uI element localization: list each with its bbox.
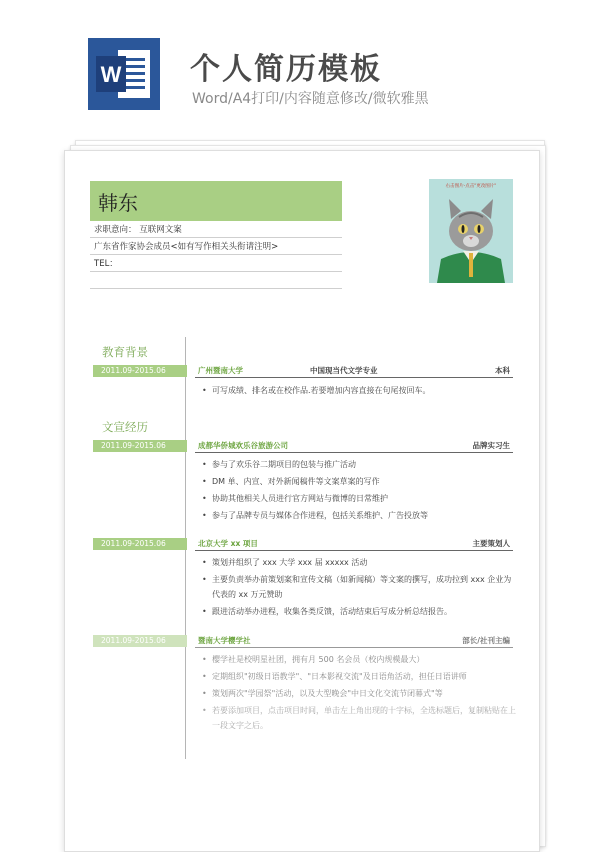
candidate-name[interactable]: 韩东 xyxy=(98,191,138,215)
bullet-item[interactable]: • 参与了欢乐谷二期项目的包装与推广活动 xyxy=(200,457,518,472)
membership-line[interactable]: 广东省作家协会成员<如有写作相关头衔请注明> xyxy=(90,239,342,255)
word-icon-letter: W xyxy=(100,62,122,87)
blank-line[interactable] xyxy=(90,273,342,289)
cat-portrait-icon xyxy=(429,179,513,283)
bullet-item[interactable]: • 策划并组织了 xxx 大学 xxx 届 xxxxx 活动 xyxy=(200,555,518,570)
section-title-education: 教育背景 xyxy=(102,345,148,359)
entry-org[interactable]: 北京大学 xx 项目 xyxy=(198,539,258,548)
entry-header xyxy=(195,440,513,453)
entry-org[interactable]: 暨南大学樱学社 xyxy=(198,636,251,645)
entry-role[interactable]: 部长/社刊主编 xyxy=(462,636,510,645)
entry-degree[interactable]: 本科 xyxy=(495,366,510,375)
name-bar xyxy=(90,181,342,221)
date-tag[interactable]: 2011.09-2015.06 xyxy=(93,538,187,550)
date-tag[interactable]: 2011.09-2015.06 xyxy=(93,635,187,647)
bullet-item[interactable]: • 协助其他相关人员进行官方网站与微博的日常维护 xyxy=(200,491,518,506)
bullet-item[interactable]: • 参与了品牌专员与媒体合作进程，包括关系维护、广告投放等 xyxy=(200,508,518,523)
entry-bullets xyxy=(200,457,518,523)
bullet-item[interactable]: • 可写成绩、排名或在校作品.若要增加内容直接在句尾按回车。 xyxy=(200,383,518,398)
entry-bullets xyxy=(200,555,518,619)
entry-header xyxy=(195,635,513,648)
profile-photo[interactable] xyxy=(429,179,513,283)
job-intent[interactable]: 求职意向： 互联网文案 xyxy=(90,222,342,238)
date-tag[interactable]: 2011.09-2015.06 xyxy=(93,440,187,452)
bullet-item[interactable]: • 定期组织"初级日语教学"、"日本影视交流"及日语角活动，担任日语讲师 xyxy=(200,669,518,684)
entry-role[interactable]: 主要策划人 xyxy=(472,539,510,548)
entry-role[interactable]: 品牌实习生 xyxy=(472,441,510,450)
tel-line[interactable]: TEL： xyxy=(90,256,342,272)
resume-page xyxy=(64,150,540,852)
bullet-item-hint[interactable]: • 若要添加项目，点击项目时间，单击左上角出现的十字标，全选标题后，复制粘贴在上一段文字之后。 xyxy=(200,703,518,733)
bullet-item[interactable]: • 跟进活动举办进程，收集各类反馈，活动结束后写成分析总结报告。 xyxy=(200,604,518,619)
entry-org[interactable]: 广州暨南大学 xyxy=(198,366,243,375)
bullet-item[interactable]: • DM 单、内宣、对外新闻稿件等文案草案的写作 xyxy=(200,474,518,489)
entry-bullets xyxy=(200,652,518,733)
bullet-item[interactable]: • 樱学社是校明星社团，拥有月 500 名会员（校内规模最大） xyxy=(200,652,518,667)
entry-bullets xyxy=(200,383,518,398)
photo-caption: 右击图片-点击"更改图片" xyxy=(445,184,497,189)
bullet-item[interactable]: • 主要负责举办前策划案和宣传文稿（如新闻稿）等文案的撰写，成功拉到 xxx 企业为代表的 xx 万元赞助 xyxy=(200,572,518,602)
page-title: 个人简历模板 xyxy=(190,52,382,87)
word-document-icon xyxy=(88,38,160,110)
page-subtitle: Word/A4打印/内容随意修改/微软雅黑 xyxy=(192,91,429,107)
entry-org[interactable]: 成都华侨城欢乐谷旅游公司 xyxy=(198,441,288,450)
entry-header xyxy=(195,365,513,378)
section-title-experience: 文宣经历 xyxy=(102,420,148,434)
entry-header xyxy=(195,538,513,551)
bullet-item[interactable]: • 策划两次"学园祭"活动，以及大型晚会"中日文化交流节闭幕式"等 xyxy=(200,686,518,701)
date-tag[interactable]: 2011.09-2015.06 xyxy=(93,365,187,377)
entry-major[interactable]: 中国现当代文学专业 xyxy=(310,366,378,375)
